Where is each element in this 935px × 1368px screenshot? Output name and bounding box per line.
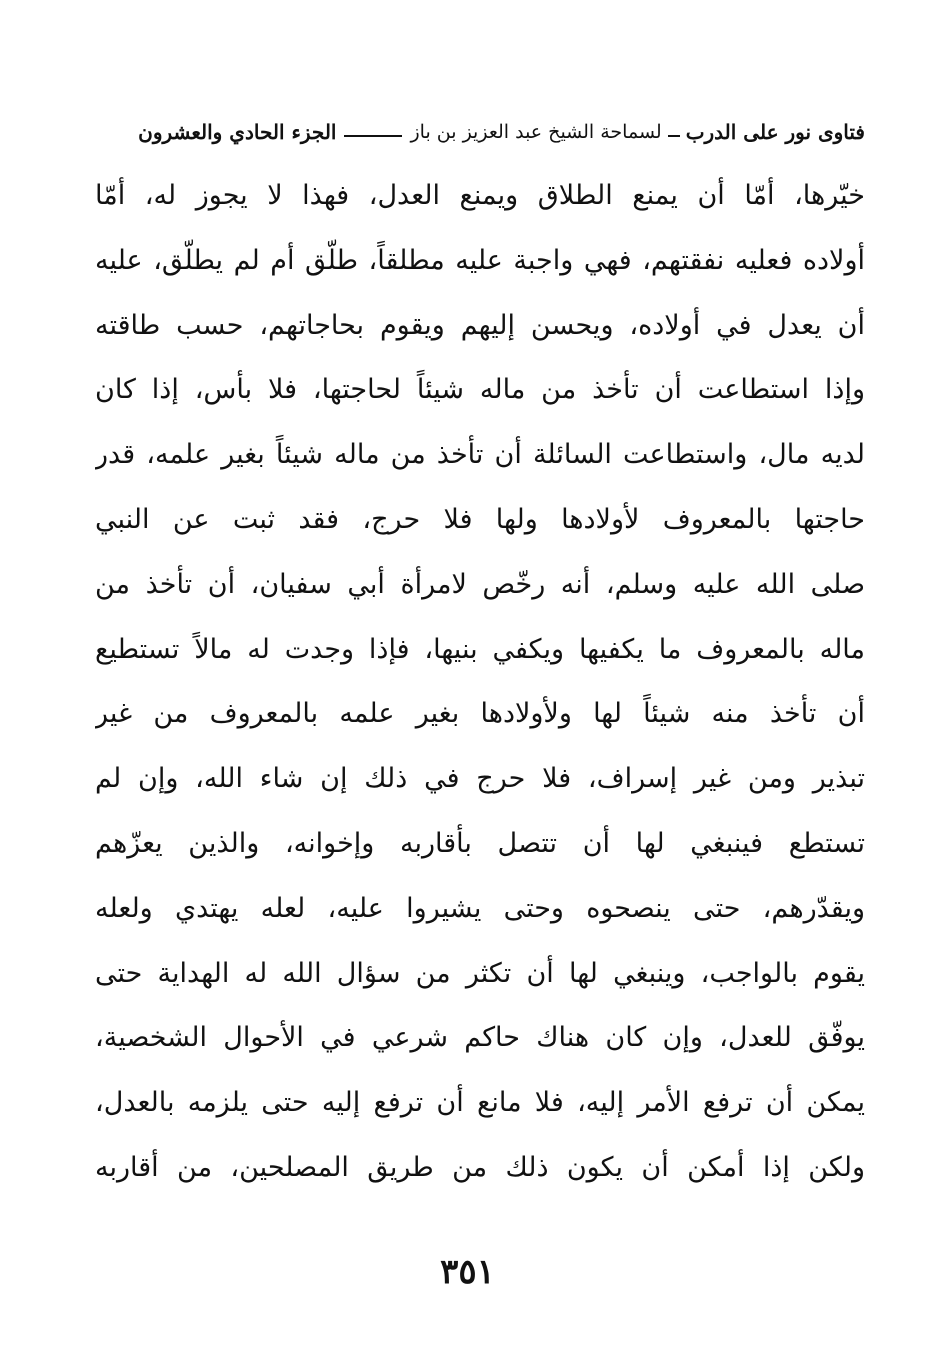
- header-separator-long: [344, 135, 402, 137]
- text-line: أن يعدل في أولاده، ويحسن إليهم ويقوم بحاجاتهم، حسب طاقته: [95, 309, 865, 341]
- text-line: أولاده فعليه نفقتهم، فهي واجبة عليه مطلقاً، طلّق أم لم يطلّق، عليه: [95, 244, 865, 276]
- page-number: ٣٥١: [440, 1252, 495, 1292]
- author-name: لسماحة الشيخ عبد العزيز بن باز: [410, 121, 662, 143]
- text-line: تبذير ومن غير إسراف، فلا حرج في ذلك إن شاء الله، وإن لم: [95, 763, 865, 795]
- book-title: فتاوى نور على الدرب: [685, 120, 865, 144]
- text-line: صلى الله عليه وسلم، أنه رخّص لامرأة أبي سفيان، أن تأخذ من: [95, 568, 865, 600]
- text-line: ولكن إذا أمكن أن يكون ذلك من طريق المصلحين، من أقاربه: [95, 1151, 865, 1183]
- text-line: يوفّق للعدل، وإن كان هناك حاكم شرعي في الأحوال الشخصية،: [95, 1022, 865, 1054]
- text-line: لديه مال، واستطاعت السائلة أن تأخذ من ماله شيئاً بغير علمه، قدر: [95, 439, 865, 471]
- text-line: ماله بالمعروف ما يكفيها ويكفي بنيها، فإذا وجدت له مالاً تستطيع: [95, 633, 865, 665]
- body-text: [95, 164, 865, 1201]
- volume-label: الجزء الحادي والعشرون: [138, 120, 337, 144]
- running-header: [95, 112, 865, 152]
- text-line: ويقدّرهم، حتى ينصحوه وحتى يشيروا عليه، لعله يهتدي ولعله: [95, 892, 865, 924]
- text-line: أن تأخذ منه شيئاً لها ولأولادها بغير علمه بالمعروف من غير: [95, 698, 865, 730]
- text-line: يمكن أن ترفع الأمر إليه، فلا مانع أن ترفع إليه حتى يلزمه بالعدل،: [95, 1087, 865, 1119]
- text-line: وإذا استطاعت أن تأخذ من ماله شيئاً لحاجتها، فلا بأس، إذا كان: [95, 374, 865, 406]
- text-line: خيّرها، أمّا أن يمنع الطلاق ويمنع العدل، فهذا لا يجوز له، أمّا: [95, 180, 865, 211]
- text-line: حاجتها بالمعروف لأولادها ولها فلا حرج، فقد ثبت عن النبي: [95, 503, 865, 535]
- text-line: تستطع فينبغي لها أن تتصل بأقاربه وإخوانه، والذين يعزّهم: [95, 827, 865, 859]
- text-line: يقوم بالواجب، وينبغي لها أن تكثر من سؤال الله له الهداية حتى: [95, 957, 865, 989]
- header-separator: [668, 135, 680, 137]
